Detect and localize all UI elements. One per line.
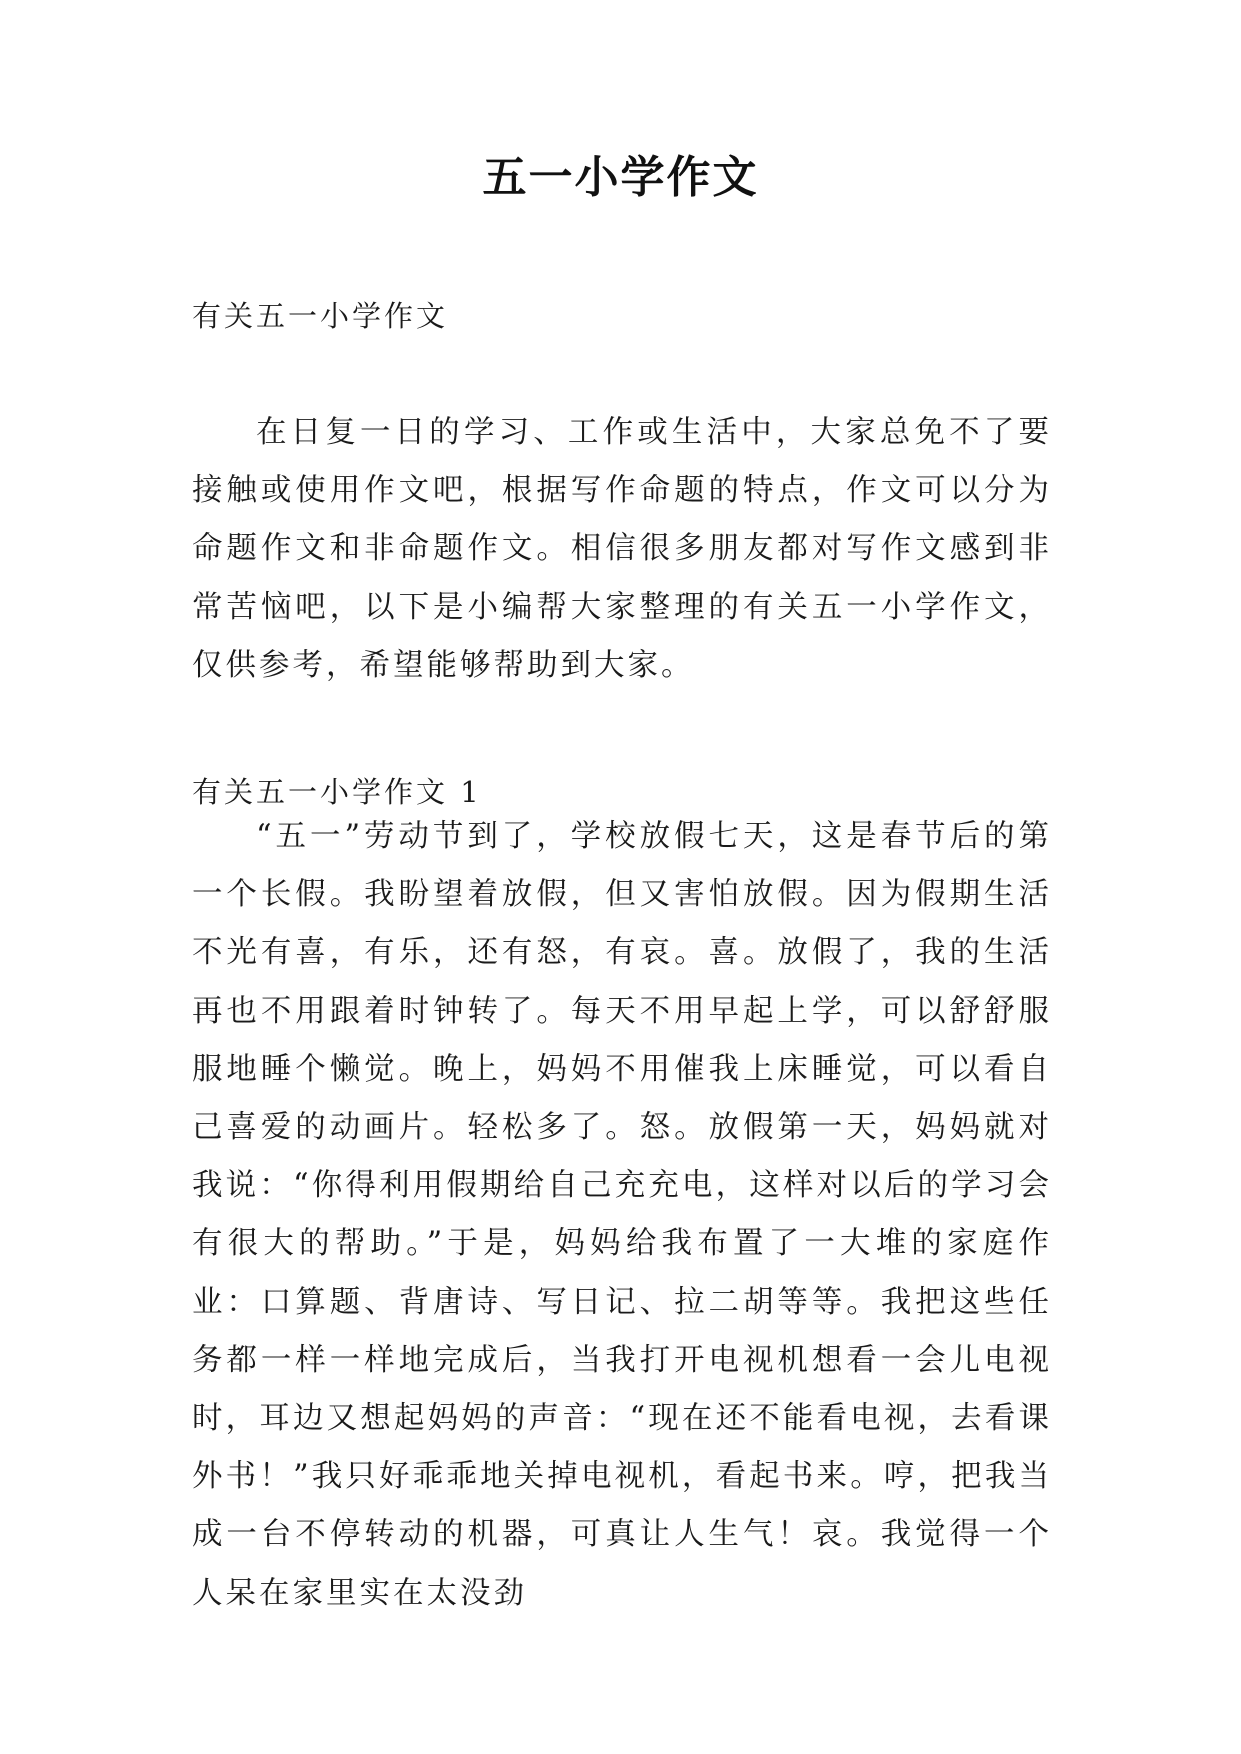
essay-paragraph: “五一”劳动节到了，学校放假七天，这是春节后的第一个长假。我盼望着放假，但又害怕放假。因为假期生活不光有喜，有乐，还有怒，有哀。喜。放假了，我的生活再也不用跟着时钟转了。每天不用早起上学，可以舒舒服服地睡个懒觉。晚上，妈妈不用催我上床睡觉，可以看自己喜爱的动画片。轻松多了。怒。放假第一天，妈妈就对我说：“你得利用假期给自己充充电，这样对以后的学习会有很大的帮助。”于是，妈妈给我布置了一大堆的家庭作业：口算题、背唐诗、写日记、拉二胡等等。我把这些任务都一样一样地完成后，当我打开电视机想看一会儿电视时，耳边又想起妈妈的声音：“现在还不能看电视，去看课外书！”我只好乖乖地关掉电视机，看起书来。哼，把我当成一台不停转动的机器，可真让人生气！哀。我觉得一个人呆在家里实在太没劲 — [192, 819, 1052, 1611]
intro-paragraph: 在日复一日的学习、工作或生活中，大家总免不了要接触或使用作文吧，根据写作命题的特点，作文可以分为命题作文和非命题作文。相信很多朋友都对写作文感到非常苦恼吧，以下是小编帮大家整理的有关五一小学作文，仅供参考，希望能够帮助到大家。 — [192, 415, 1052, 683]
section-heading: 有关五一小学作文 1 — [192, 775, 482, 809]
document-subtitle: 有关五一小学作文 — [192, 299, 449, 333]
document-title: 五一小学作文 — [482, 152, 759, 203]
